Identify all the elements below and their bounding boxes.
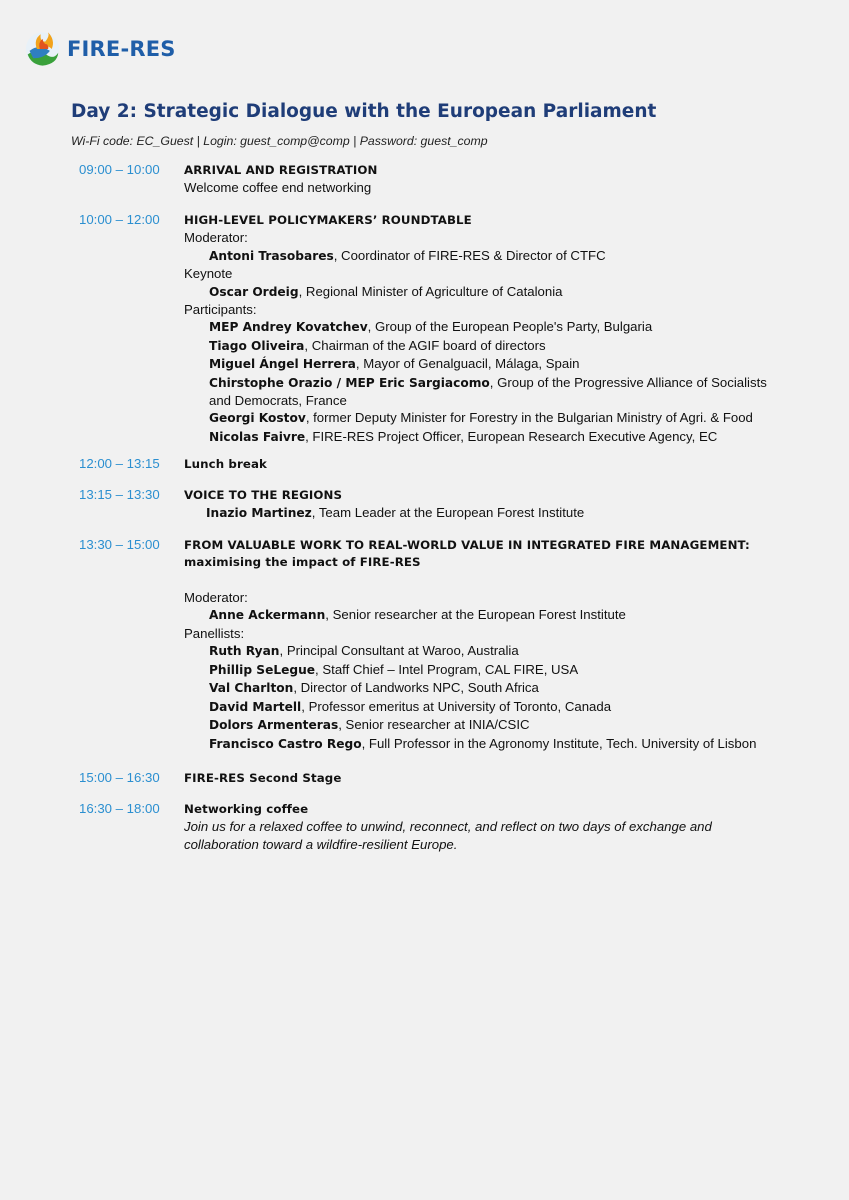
speaker-line xyxy=(184,374,769,410)
agenda-subheading: maximising the impact of FIRE-RES xyxy=(184,555,421,570)
wifi-info: Wi-Fi code: EC_Guest | Login: guest_comp@comp | Password: guest_comp xyxy=(71,134,488,148)
agenda-time: 16:30 – 18:00 xyxy=(79,801,160,816)
panellists-label: Panellists: xyxy=(184,625,245,641)
speaker-line xyxy=(184,355,794,373)
speaker-name: Chirstophe Orazio / MEP Eric Sargiacomo xyxy=(209,375,490,390)
speaker-line xyxy=(184,428,794,446)
agenda-heading: VOICE TO THE REGIONS xyxy=(184,488,343,502)
brand-name: FIRE-RES xyxy=(67,37,176,61)
speaker-name: Inazio Martinez xyxy=(206,506,312,521)
speaker-line xyxy=(184,247,794,265)
speaker-role: , Coordinator of FIRE-RES & Director of CTFC xyxy=(333,247,606,263)
speaker-role: , Senior researcher at INIA/CSIC xyxy=(338,717,530,733)
speaker-name: Georgi Kostov xyxy=(209,411,306,426)
speaker-role: , Professor emeritus at University of Toronto, Canada xyxy=(301,698,612,714)
speaker-line xyxy=(184,679,794,698)
agenda-heading: HIGH-LEVEL POLICYMAKERS’ ROUNDTABLE xyxy=(184,213,472,227)
speaker-name: Ruth Ryan xyxy=(209,644,280,659)
speaker-line xyxy=(184,606,794,624)
agenda-time: 13:15 – 13:30 xyxy=(79,487,160,502)
speaker-role: , Group of the European People's Party, Bulgaria xyxy=(367,319,653,335)
speaker-role: , former Deputy Minister for Forestry in the Bulgarian Ministry of Agri. & Food xyxy=(305,410,753,426)
speaker-role: , Chairman of the AGIF board of directors xyxy=(304,337,546,353)
speaker-role: , Team Leader at the European Forest Institute xyxy=(311,505,585,521)
agenda-time: 13:30 – 15:00 xyxy=(79,537,160,552)
fire-res-logo-icon xyxy=(24,30,61,68)
speaker-name: Oscar Ordeig xyxy=(209,284,299,299)
speaker-role: , FIRE-RES Project Officer, European Research Executive Agency, EC xyxy=(305,428,718,444)
agenda-heading: ARRIVAL AND REGISTRATION xyxy=(184,163,378,177)
agenda-heading: Lunch break xyxy=(184,457,267,471)
speaker-role: , Full Professor in the Agronomy Institute, Tech. University of Lisbon xyxy=(361,736,757,751)
agenda-time: 10:00 – 12:00 xyxy=(79,212,160,227)
speaker-line xyxy=(184,504,794,522)
agenda-time: 15:00 – 16:30 xyxy=(79,770,160,785)
speaker-role: , Mayor of Genalguacil, Málaga, Spain xyxy=(355,356,580,372)
agenda-time: 12:00 – 13:15 xyxy=(79,456,160,471)
speaker-role: , Senior researcher at the European Forest Institute xyxy=(325,607,626,623)
agenda-text: Welcome coffee end networking xyxy=(184,180,372,196)
speaker-line xyxy=(184,716,794,735)
speaker-name: Phillip SeLegue xyxy=(209,662,316,677)
speaker-name: David Martell xyxy=(209,699,302,714)
agenda-heading: FROM VALUABLE WORK TO REAL-WORLD VALUE IN INTEGRATED FIRE MANAGEMENT: xyxy=(184,538,750,552)
moderator-label: Moderator: xyxy=(184,230,248,246)
speaker-role: , Regional Minister of Agriculture of Catalonia xyxy=(298,283,563,299)
keynote-label: Keynote xyxy=(184,266,233,282)
speaker-name: Val Charlton xyxy=(209,681,294,696)
speaker-role: , Staff Chief – Intel Program, CAL FIRE, USA xyxy=(315,661,579,677)
speaker-name: Francisco Castro Rego xyxy=(209,737,362,751)
speaker-line xyxy=(184,661,794,680)
moderator-label: Moderator: xyxy=(184,589,248,605)
page-title: Day 2: Strategic Dialogue with the European Parliament xyxy=(71,101,657,122)
speaker-line xyxy=(184,283,794,301)
speaker-line xyxy=(184,698,794,717)
speaker-name: Anne Ackermann xyxy=(209,608,326,623)
speaker-name: Miguel Ángel Herrera xyxy=(209,357,356,372)
speaker-role: , Group of the Progressive Alliance of Socialists and Democrats, France xyxy=(209,374,767,409)
speaker-line xyxy=(184,409,794,427)
agenda-heading: FIRE-RES Second Stage xyxy=(184,771,342,785)
speaker-name: Dolors Armenteras xyxy=(209,718,339,733)
speaker-name: Tiago Oliveira xyxy=(209,338,305,353)
spacer xyxy=(184,572,794,589)
speaker-line xyxy=(184,318,794,336)
speaker-line xyxy=(184,337,794,355)
speaker-name: MEP Andrey Kovatchev xyxy=(209,320,368,335)
agenda-time: 09:00 – 10:00 xyxy=(79,162,160,177)
speaker-name: Nicolas Faivre xyxy=(209,429,306,444)
agenda-text: Join us for a relaxed coffee to unwind, reconnect, and reflect on two days of exchange and collaboration toward a wildfire-resilient Europe. xyxy=(184,819,712,852)
agenda-heading: Networking coffee xyxy=(184,802,309,816)
participants-label: Participants: xyxy=(184,302,257,318)
speaker-name: Antoni Trasobares xyxy=(209,248,334,263)
speaker-line xyxy=(184,642,794,661)
speaker-line xyxy=(184,735,794,754)
speaker-role: , Director of Landworks NPC, South Africa xyxy=(293,680,539,696)
speaker-role: , Principal Consultant at Waroo, Australia xyxy=(279,643,519,659)
fire-res-logo xyxy=(24,30,176,68)
